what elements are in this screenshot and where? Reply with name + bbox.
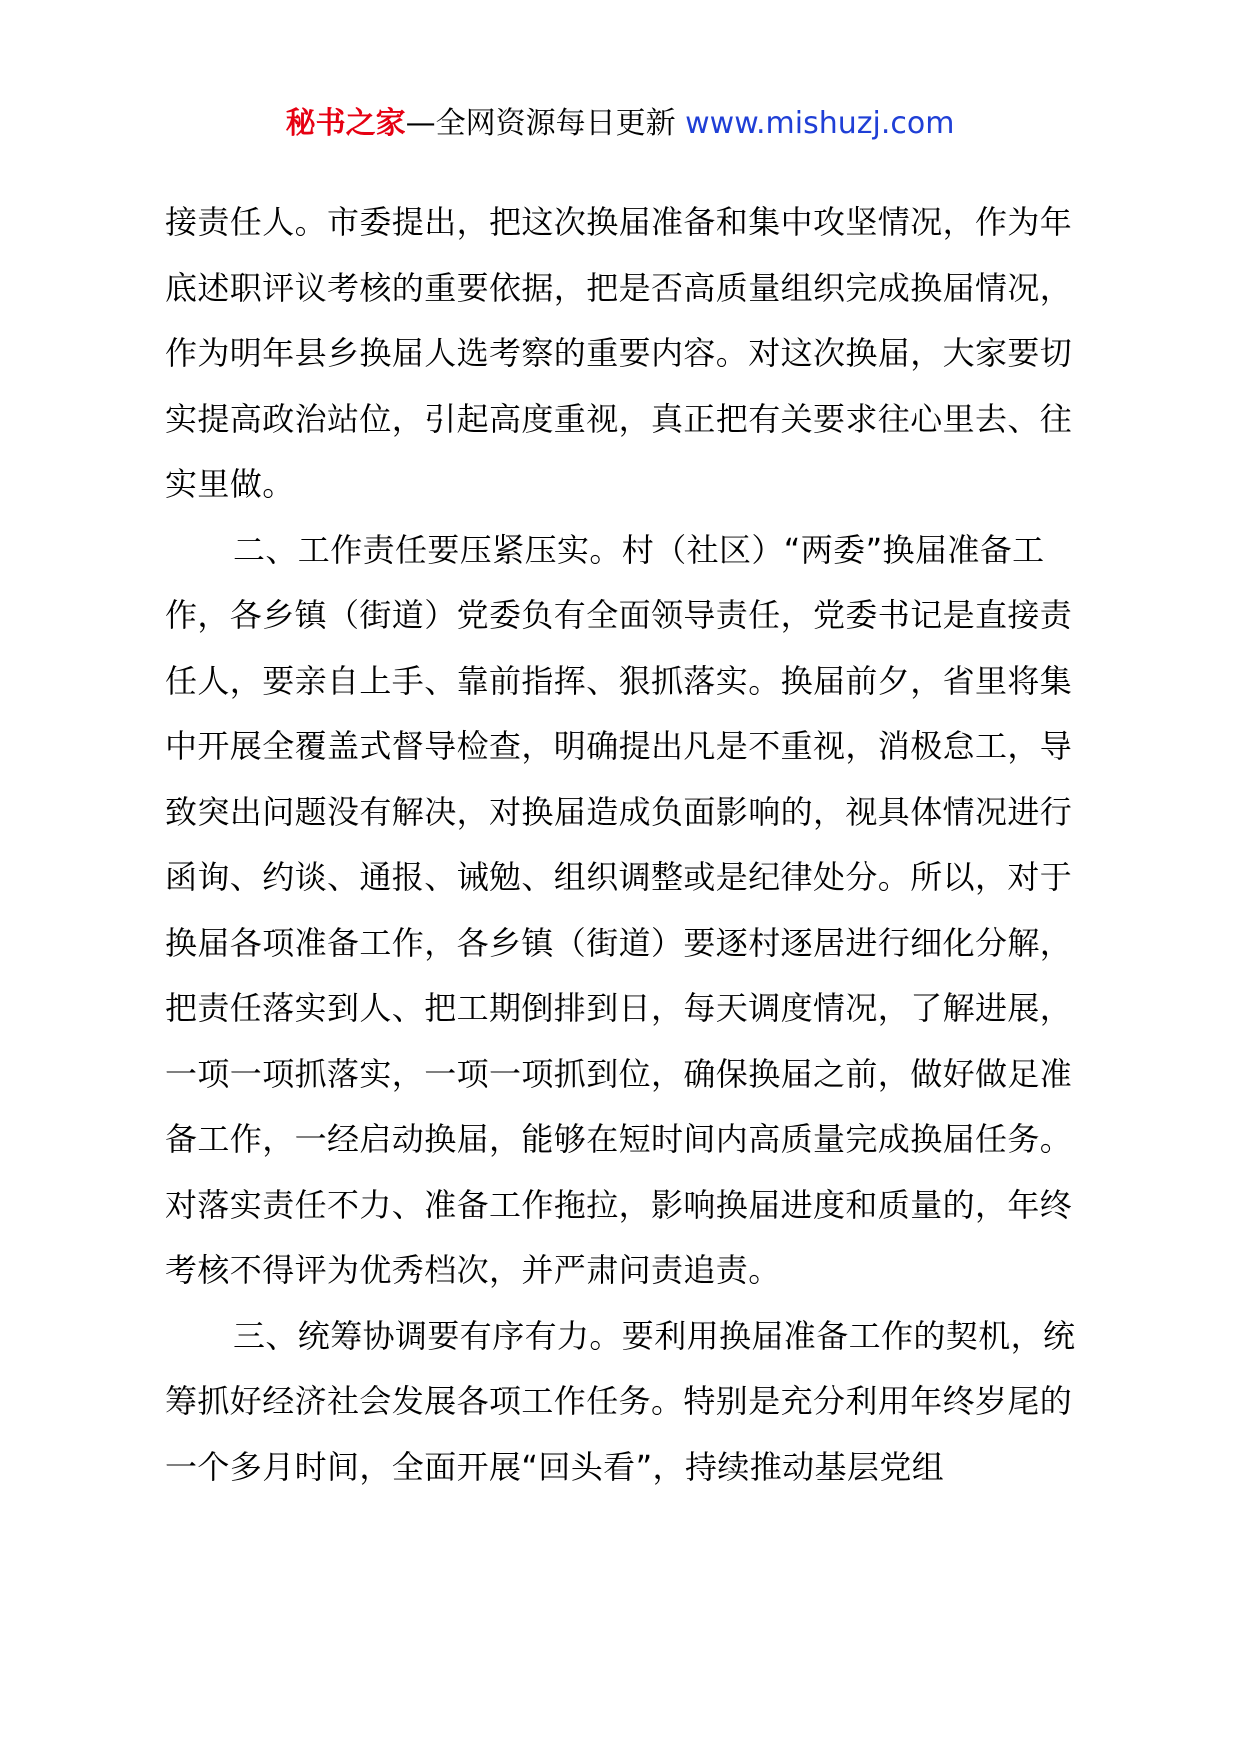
paragraph-3: 三、统筹协调要有序有力。要利用换届准备工作的契机，统筹抓好经济社会发展各项工作任务。特别是充分利用年终岁尾的一个多月时间，全面开展“回头看”，持续推动基层党组 (165, 1316, 1076, 1486)
site-url: www.mishuzj.com (685, 106, 955, 141)
paragraph-1: 接责任人。市委提出，把这次换届准备和集中攻坚情况，作为年底述职评议考核的重要依据，把是否高质量组织完成换届情况，作为明年县乡换届人选考察的重要内容。对这次换届，大家要切实提高政治站位，引起高度重视，真正把有关要求往心里去、往实里做。 (165, 203, 1073, 503)
site-tagline: —全网资源每日更新 (405, 106, 686, 141)
paragraph-2: 二、工作责任要压紧压实。村（社区）“两委”换届准备工作，各乡镇（街道）党委负有全面领导责任，党委书记是直接责任人，要亲自上手、靠前指挥、狠抓落实。换届前夕，省里将集中开展全覆盖式督导检查，明确提出凡是不重视，消极怠工，导致突出问题没有解决，对换届造成负面影响的，视具体情况进行函询、约谈、通报、诫勉、组织调整或是纪律处分。所以，对于换届各项准备工作，各乡镇（街道）要逐村逐居进行细化分解，把责任落实到人、把工期倒排到日，每天调度情况，了解进展，一项一项抓落实，一项一项抓到位，确保换届之前，做好做足准备工作，一经启动换届，能够在短时间内高质量完成换届任务。对落实责任不力、准备工作拖拉，影响换届进度和质量的，年终考核不得评为优秀档次，并严肃问责追责。 (165, 530, 1073, 1289)
page-header (0, 104, 1240, 144)
document-body (165, 190, 1095, 1500)
site-brand: 秘书之家 (285, 106, 406, 141)
